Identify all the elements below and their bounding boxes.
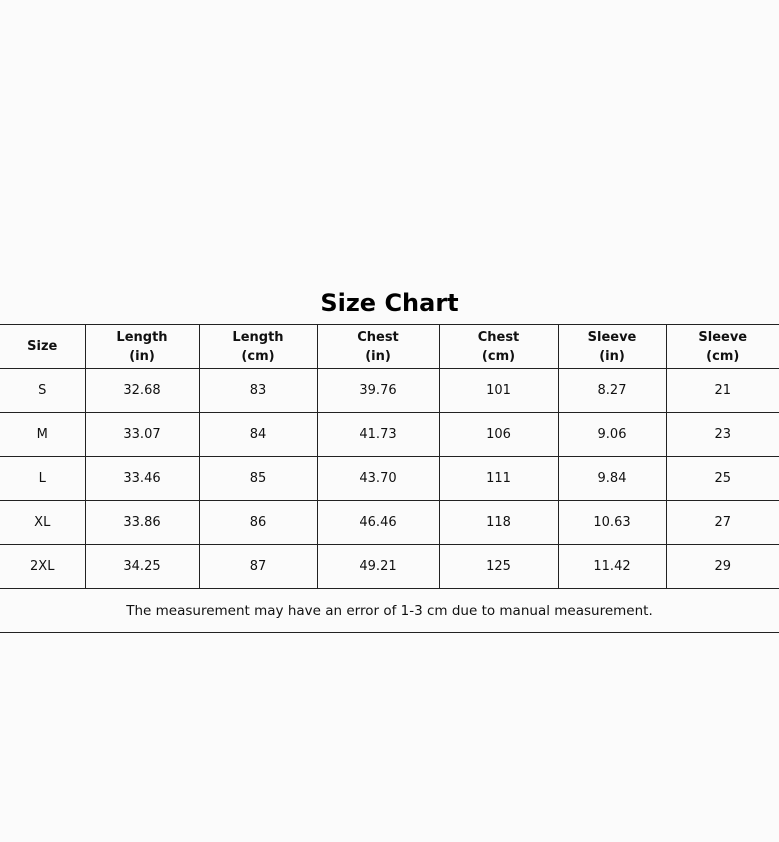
cell-length-cm: 86 (199, 501, 317, 545)
table-row (0, 457, 779, 501)
note-row (0, 589, 779, 633)
table-row (0, 545, 779, 589)
cell-chest-cm: 125 (439, 545, 558, 589)
size-chart-table-container (0, 324, 779, 633)
cell-sleeve-cm: 27 (666, 501, 779, 545)
cell-size: M (0, 413, 85, 457)
header-row (0, 325, 779, 369)
header-length-in (85, 325, 199, 369)
table-row (0, 501, 779, 545)
header-label: Length (116, 329, 168, 345)
cell-sleeve-in: 11.42 (558, 545, 666, 589)
cell-sleeve-in: 9.06 (558, 413, 666, 457)
cell-sleeve-in: 9.84 (558, 457, 666, 501)
header-label: Sleeve (698, 329, 748, 345)
cell-chest-in: 46.46 (317, 501, 439, 545)
cell-sleeve-cm: 23 (666, 413, 779, 457)
cell-chest-cm: 118 (439, 501, 558, 545)
cell-length-in: 34.25 (85, 545, 199, 589)
cell-sleeve-cm: 25 (666, 457, 779, 501)
measurement-note: The measurement may have an error of 1-3 cm due to manual measurement. (0, 589, 779, 633)
header-label: Size (27, 339, 58, 354)
table-row (0, 413, 779, 457)
header-label: Chest (357, 329, 399, 345)
cell-size: 2XL (0, 545, 85, 589)
cell-sleeve-cm: 21 (666, 369, 779, 413)
cell-size: L (0, 457, 85, 501)
header-label: Sleeve (587, 329, 637, 345)
header-unit: (cm) (241, 348, 275, 364)
cell-size: S (0, 369, 85, 413)
cell-chest-cm: 106 (439, 413, 558, 457)
cell-chest-in: 39.76 (317, 369, 439, 413)
header-unit: (in) (129, 348, 155, 364)
cell-chest-cm: 111 (439, 457, 558, 501)
cell-length-cm: 87 (199, 545, 317, 589)
header-unit: (in) (365, 348, 391, 364)
size-chart-table (0, 324, 779, 633)
header-sleeve-in (558, 325, 666, 369)
header-chest-cm (439, 325, 558, 369)
cell-sleeve-in: 10.63 (558, 501, 666, 545)
cell-length-in: 33.07 (85, 413, 199, 457)
cell-sleeve-in: 8.27 (558, 369, 666, 413)
table-row (0, 369, 779, 413)
cell-length-cm: 83 (199, 369, 317, 413)
cell-chest-in: 49.21 (317, 545, 439, 589)
header-size (0, 325, 85, 369)
cell-length-cm: 84 (199, 413, 317, 457)
cell-length-cm: 85 (199, 457, 317, 501)
header-length-cm (199, 325, 317, 369)
header-unit: (cm) (706, 348, 740, 364)
cell-size: XL (0, 501, 85, 545)
cell-length-in: 33.46 (85, 457, 199, 501)
cell-sleeve-cm: 29 (666, 545, 779, 589)
header-unit: (cm) (481, 348, 516, 364)
header-sleeve-cm (666, 325, 779, 369)
page-title: Size Chart (320, 289, 459, 317)
header-label: Chest (477, 329, 520, 345)
header-chest-in (317, 325, 439, 369)
header-unit: (in) (599, 348, 625, 364)
cell-length-in: 32.68 (85, 369, 199, 413)
header-label: Length (232, 329, 284, 345)
cell-chest-cm: 101 (439, 369, 558, 413)
cell-chest-in: 41.73 (317, 413, 439, 457)
cell-length-in: 33.86 (85, 501, 199, 545)
cell-chest-in: 43.70 (317, 457, 439, 501)
